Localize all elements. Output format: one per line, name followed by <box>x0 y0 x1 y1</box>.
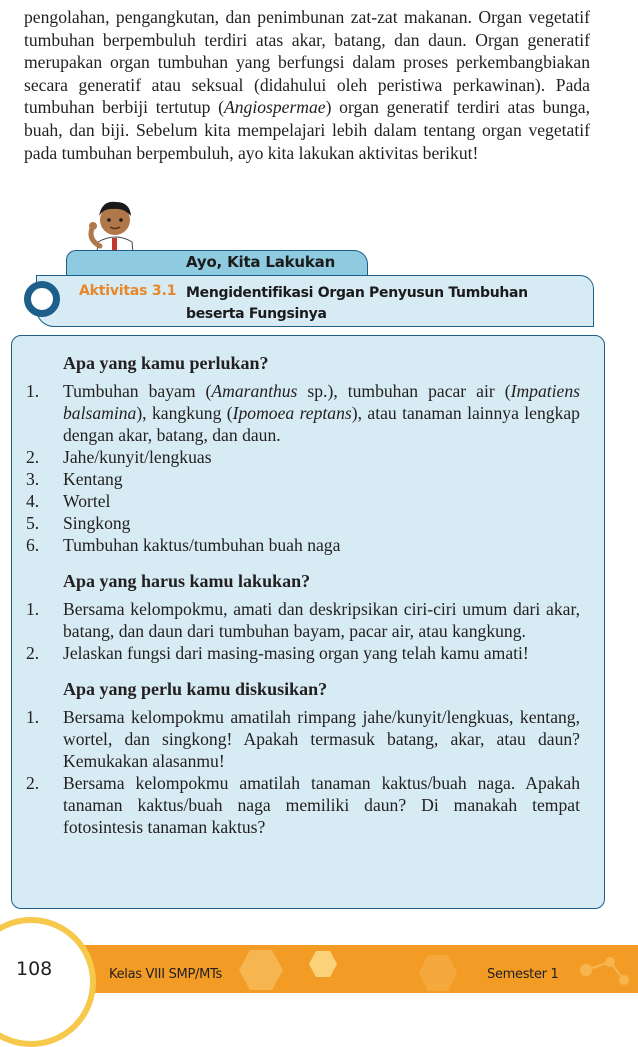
list-item <box>26 446 580 468</box>
activity-content <box>26 352 580 852</box>
list-text: Wortel <box>63 491 111 511</box>
species-name: Impatiens balsamina <box>63 381 580 423</box>
list-text-part: ), atau tanaman lainnya lengkap dengan akar, batang, dan daun. <box>63 403 580 445</box>
list-item <box>26 534 580 556</box>
needs-heading: Apa yang kamu perlukan? <box>63 353 269 373</box>
activity-title <box>186 283 586 325</box>
list-number: 4. <box>26 491 40 511</box>
ring-icon <box>24 281 60 317</box>
intro-text-part2: ) organ generatif terdiri atas bunga, buah, dan biji. Sebelum kita mempelajari lebih dalam tentang organ vegetatif pada tumbuhan berpembuluh, ayo kita lakukan aktivitas berikut! <box>24 97 590 163</box>
list-text: Bersama kelompokmu amatilah tanaman kaktus/buah naga. Apakah tanaman kaktus/buah naga memiliki daun? Di manakah tempat fotosintesis tanaman kaktus? <box>63 773 580 837</box>
list-text: Kentang <box>63 469 123 489</box>
list-item <box>26 706 580 772</box>
list-item <box>26 490 580 512</box>
list-text: Tumbuhan kaktus/tumbuhan buah naga <box>63 535 341 555</box>
hexagon-decoration-icon <box>418 954 458 992</box>
list-text-part: ), kangkung ( <box>136 403 233 423</box>
intro-text-part1: pengolahan, pengangkutan, dan penimbunan zat-zat makanan. Organ vegetatif tumbuhan berpembuluh terdiri atas akar, batang, dan daun. Organ generatif merupakan organ tumbuhan yang berfungsi dalam proses perkembangbiakan secara generatif atau seksual (didahului oleh peristiwa perkawinan). Pada tumbuhan berbiji tertutup ( <box>24 7 590 118</box>
activity-title-line2: beserta Fungsinya <box>186 306 327 322</box>
list-text: Jelaskan fungsi dari masing-masing organ yang telah kamu amati! <box>63 643 529 663</box>
list-text: Bersama kelompokmu, amati dan deskripsikan ciri-ciri umum dari akar, batang, dan daun dari tumbuhan bayam, pacar air, atau kangkung. <box>63 599 580 641</box>
discuss-list <box>26 706 580 838</box>
list-text-part: Tumbuhan bayam ( <box>63 381 212 401</box>
species-name: Amaranthus <box>211 381 298 401</box>
list-item <box>26 380 580 446</box>
list-number: 5. <box>26 513 40 533</box>
page-number-circle <box>0 917 96 1047</box>
list-item <box>26 598 580 642</box>
hexagon-decoration-icon <box>238 948 284 992</box>
page-number: 108 <box>16 958 53 980</box>
list-number: 2. <box>26 643 40 663</box>
semester-label: Semester 1 <box>487 967 559 982</box>
intro-italic-term: Angiospermae <box>223 97 326 118</box>
todo-heading: Apa yang harus kamu lakukan? <box>63 571 311 591</box>
list-item <box>26 512 580 534</box>
list-text: Singkong <box>63 513 131 533</box>
list-number: 1. <box>26 381 40 401</box>
activity-title-line1: Mengidentifikasi Organ Penyusun Tumbuhan <box>186 285 528 301</box>
species-name: Ipomoea reptans <box>232 403 352 423</box>
activity-label: Aktivitas 3.1 <box>79 283 177 299</box>
ayo-kita-lakukan-text: Ayo, Kita Lakukan <box>186 253 336 271</box>
list-item <box>26 772 580 838</box>
list-text: Bersama kelompokmu amatilah rimpang jahe/kunyit/lengkuas, kentang, wortel, dan singkong! Apakah termasuk batang, akar, atau daun? Kemukakan alasanmu! <box>63 707 580 771</box>
list-number: 1. <box>26 599 40 619</box>
todo-list <box>26 598 580 664</box>
list-number: 3. <box>26 469 40 489</box>
hexagon-decoration-icon <box>308 950 338 978</box>
intro-text <box>24 6 590 164</box>
list-item <box>26 468 580 490</box>
list-text <box>63 380 580 446</box>
list-item <box>26 642 580 664</box>
list-text: Jahe/kunyit/lengkuas <box>63 447 212 467</box>
molecule-decoration-icon <box>574 950 634 990</box>
list-text-part: sp.), tumbuhan pacar air ( <box>297 381 511 401</box>
book-title: Kelas VIII SMP/MTs <box>109 967 222 982</box>
list-number: 1. <box>26 707 40 727</box>
needs-list <box>26 380 580 556</box>
list-number: 6. <box>26 535 40 555</box>
intro-paragraph <box>24 6 590 164</box>
list-number: 2. <box>26 773 40 793</box>
list-number: 2. <box>26 447 40 467</box>
discuss-heading: Apa yang perlu kamu diskusikan? <box>63 679 328 699</box>
